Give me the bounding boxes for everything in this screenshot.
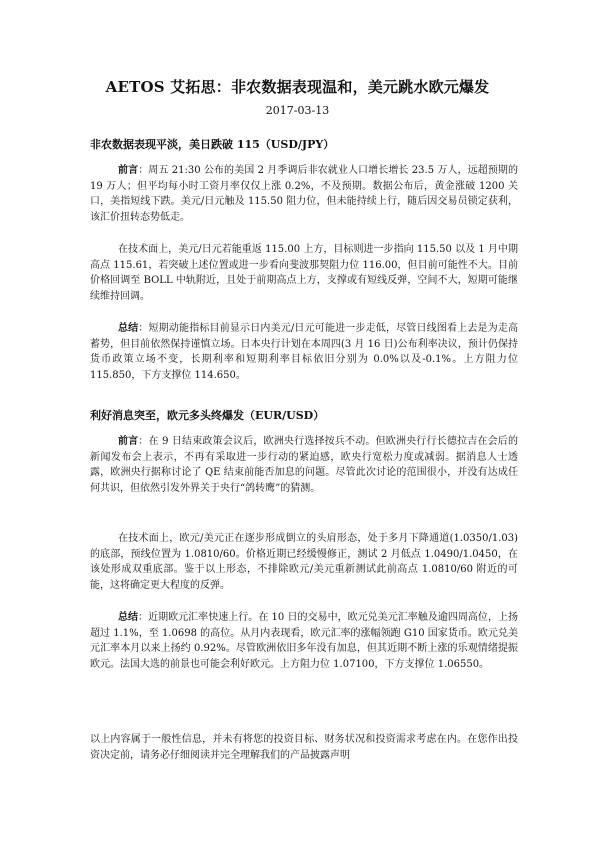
intro-label: 前言 (118, 436, 139, 447)
section-technical-usdjpy: 在技术面上，美元/日元若能重返 115.00 上方，目标则进一步指向 115.50 以及 1 月中期高点 115.61，若突破上述位置或进一步看向斐波那契阻力位 116.00，但目前可能性不大。目前价格回调至 BOLL 中轨附近，且处于前期高点上方，支撑或有短线反弹，空间不大，短期可能继续维持回调。 (90, 244, 518, 302)
summary-text: ：近期欧元汇率快速上行。在 10 日的交易中，欧元兑美元汇率触及逾四周高位，上扬超过 1.1%，至 1.0698 的高位。从月内表现看，欧元汇率的涨幅领跑 G10 国家货币。欧元兑美元汇率本月以来上扬约 0.92%。尽管欧洲依旧多年没有加息，但其近期不断上涨的乐观情绪提振欧元。法国大选的前景也可能会利好欧元。上方阻力位 1.07100，下方支撑位 1.06550。 (90, 612, 518, 670)
section-technical-eurusd: 在技术面上，欧元/美元正在逐步形成倒立的头肩形态，处于多月下降通道(1.0350/1.03)的底部，预线位置为 1.0810/60。价格近期已经缓慢修正，测试 2 月低点 1.0490/1.0450，在该处形成双重底部。鉴于以上形态，不排除欧元/美元重新测试此前高点 1.0810/60 附近的可能，这将确定更大程度的反弹。 (90, 533, 518, 591)
document-date: 2017-03-13 (265, 104, 330, 117)
intro-label: 前言 (118, 165, 139, 176)
section-heading-eurusd: 利好消息突至，欧元多头终爆发（EUR/USD） (90, 409, 325, 422)
intro-text: ：在 9 日结束政策会议后，欧洲央行选择按兵不动。但欧洲央行行长德拉吉在会后的新闻发布会上表示，不再有采取进一步行动的紧迫感，欧央行宽松力度或减弱。据消息人士透露，欧洲央行据称讨论了 QE 结束前能否加息的问题。尽管此次讨论的范围很小，并没有达成任何共识，但依然引发外界关于央行“鸽转鹰”的猜测。 (90, 436, 518, 494)
section-intro-usdjpy (90, 163, 518, 225)
footer-disclaimer: 以上内容属于一般性信息，并未有将您的投资目标、财务状况和投资需求考虑在内。在您作出投资决定前，请务必仔细阅读并完全理解我们的产品披露声明 (90, 734, 518, 761)
section-heading-usdjpy: 非农数据表现平淡，美日跌破 115（USD/JPY） (90, 138, 335, 151)
summary-label: 总结 (118, 612, 139, 623)
document-title: AETOS 艾拓思：非农数据表现温和，美元跳水欧元爆发 (105, 78, 490, 96)
section-summary-usdjpy (90, 321, 518, 383)
intro-text: ：周五 21:30 公布的美国 2 月季调后非农就业人口增长增长 23.5 万人，远超预期的 19 万人；但平均每小时工资月率仅仅上涨 0.2%，不及预期。数据公布后，黄金涨破 1200 关口，美指短线下跌。美元/日元触及 115.50 阻力位，但未能持续上行，随后因交易员锁定获利，该汇价扭转态势低走。 (90, 165, 518, 223)
section-intro-eurusd (90, 434, 518, 496)
summary-text: ：短期动能指标目前显示日内美元/日元可能进一步走低，尽管日线图看上去是为走高蓄势，但目前依然保持谨慎立场。日本央行计划在本周四(3 月 16 日)公布利率决议，预计仍保持货币政策立场不变，长期利率和短期利率目标依旧分别为 0.0%以及-0.1%。上方阻力位 115.850，下方支撑位 114.650。 (90, 323, 518, 381)
section-summary-eurusd (90, 610, 518, 672)
summary-label: 总结 (118, 323, 139, 334)
